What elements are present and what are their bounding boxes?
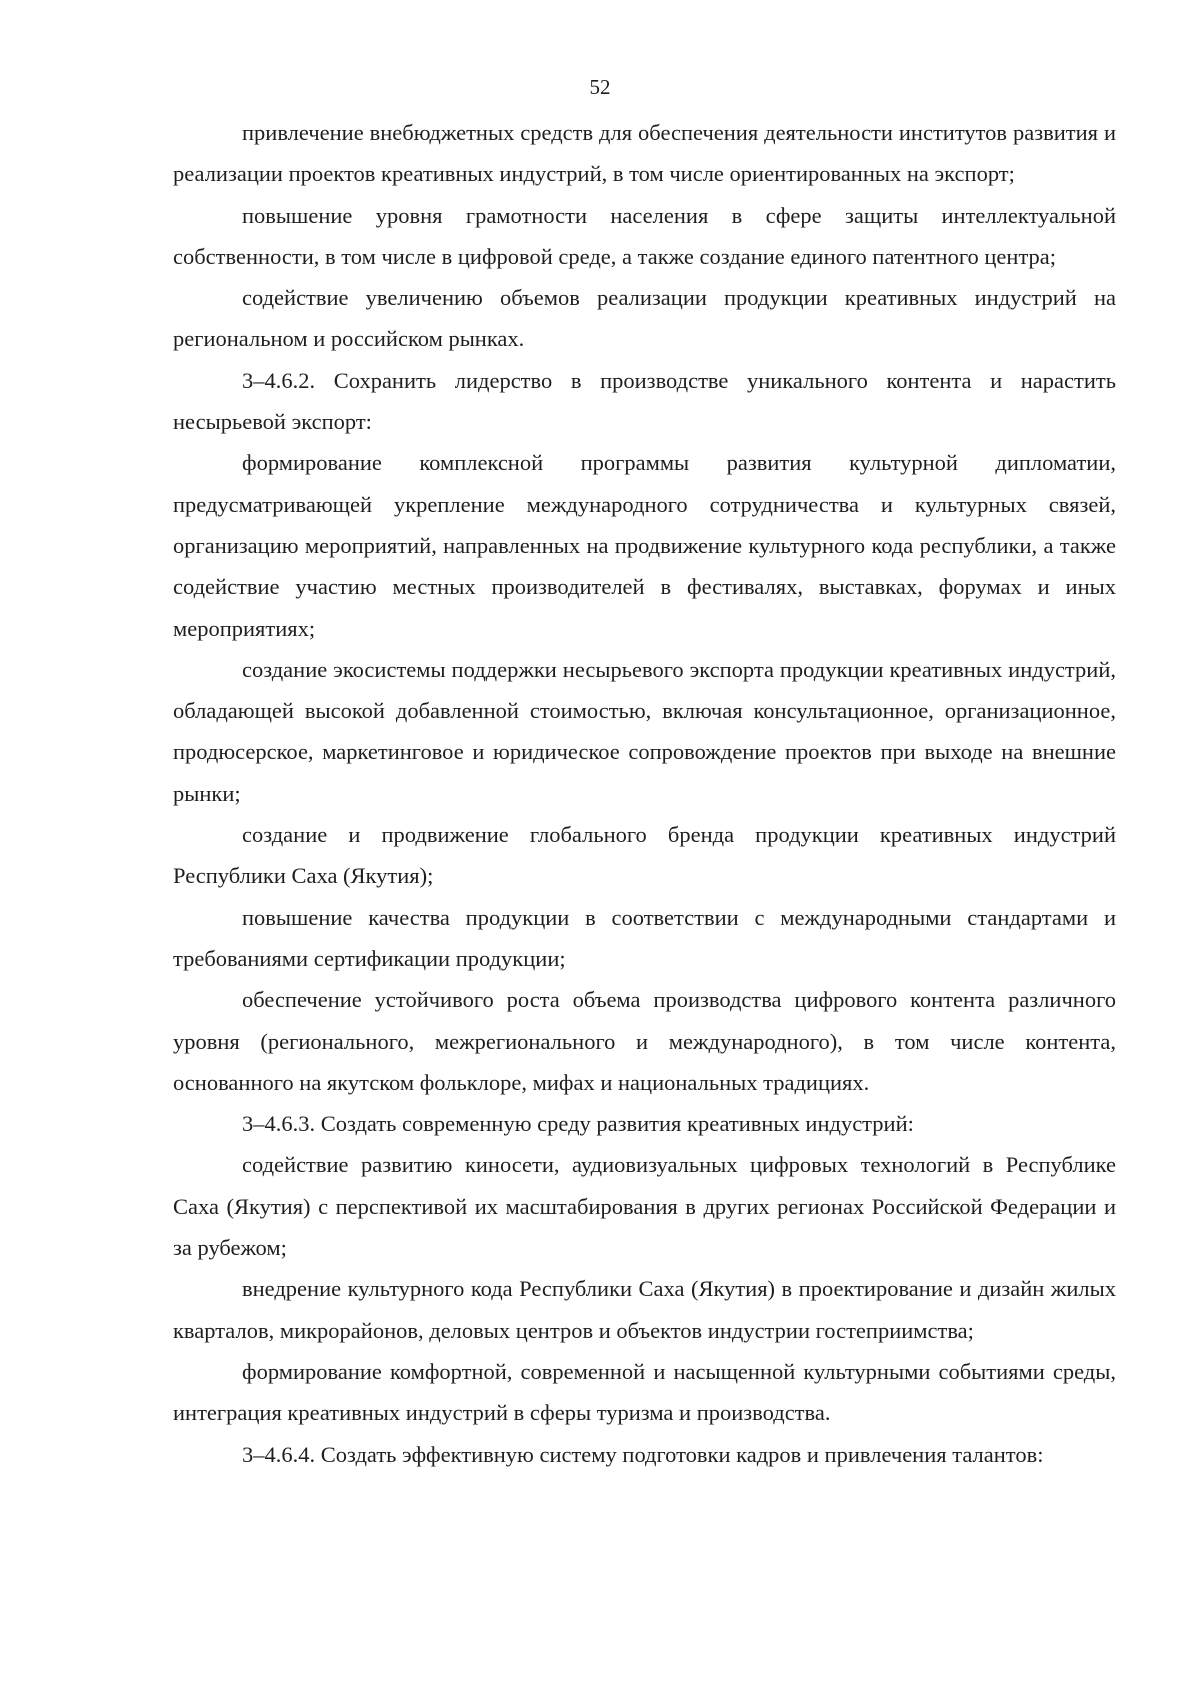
section-heading-3-4-6-3: 3–4.6.3. Создать современную среду развития креативных индустрий: <box>242 1111 914 1137</box>
paragraph-cinema-network: содействие развитию киносети, аудиовизуальных цифровых технологий в Республике Саха (Якутия) с перспективой их масштабирования в других регионах Российской Федерации и за рубежом; <box>173 1152 1116 1261</box>
paragraph-global-brand: создание и продвижение глобального бренда продукции креативных индустрий Республики Саха (Якутия); <box>173 822 1116 889</box>
section-heading-3-4-6-4: 3–4.6.4. Создать эффективную систему подготовки кадров и привлечения талантов: <box>242 1441 1044 1467</box>
paragraph-ip-literacy: повышение уровня грамотности населения в сфере защиты интеллектуальной собственности, в том числе в цифровой среде, а также создание единого патентного центра; <box>173 202 1116 269</box>
paragraph-digital-content: обеспечение устойчивого роста объема производства цифрового контента различного уровня (регионального, межрегионального и международного), в том числе контента, основанного на якутском фольклоре, мифах и национальных традициях. <box>173 987 1116 1095</box>
paragraph-quality-standards: повышение качества продукции в соответствии с международными стандартами и требованиями сертификации продукции; <box>173 904 1116 971</box>
paragraph-extrabudgetary-funds: привлечение внебюджетных средств для обеспечения деятельности институтов развития и реализации проектов креативных индустрий, в том числе ориентированных на экспорт; <box>173 120 1116 187</box>
document-body <box>173 112 1116 1475</box>
paragraph-cultural-diplomacy: формирование комплексной программы развития культурной дипломатии, предусматривающей укрепление международного сотрудничества и культурных связей, организацию мероприятий, направленных на продвижение культурного кода республики, а также содействие участию местных производителей в фестивалях, выставках, форумах и иных мероприятиях; <box>173 450 1116 641</box>
paragraph-cultural-code-design: внедрение культурного кода Республики Саха (Якутия) в проектирование и дизайн жилых кварталов, микрорайонов, деловых центров и объектов индустрии гостеприимства; <box>173 1276 1116 1343</box>
paragraph-comfortable-environment: формирование комфортной, современной и насыщенной культурными событиями среды, интеграция креативных индустрий в сферы туризма и производства. <box>173 1358 1116 1426</box>
paragraph-sales-growth: содействие увеличению объемов реализации продукции креативных индустрий на региональном и российском рынках. <box>173 285 1116 352</box>
section-heading-3-4-6-2: 3–4.6.2. Сохранить лидерство в производстве уникального контента и нарастить несырьевой экспорт: <box>173 367 1116 435</box>
paragraph-export-ecosystem: создание экосистемы поддержки несырьевого экспорта продукции креативных индустрий, обладающей высокой добавленной стоимостью, включая консультационное, организационное, продюсерское, маркетинговое и юридическое сопровождение проектов при выходе на внешние рынки; <box>173 656 1116 806</box>
page-number: 52 <box>589 75 611 99</box>
